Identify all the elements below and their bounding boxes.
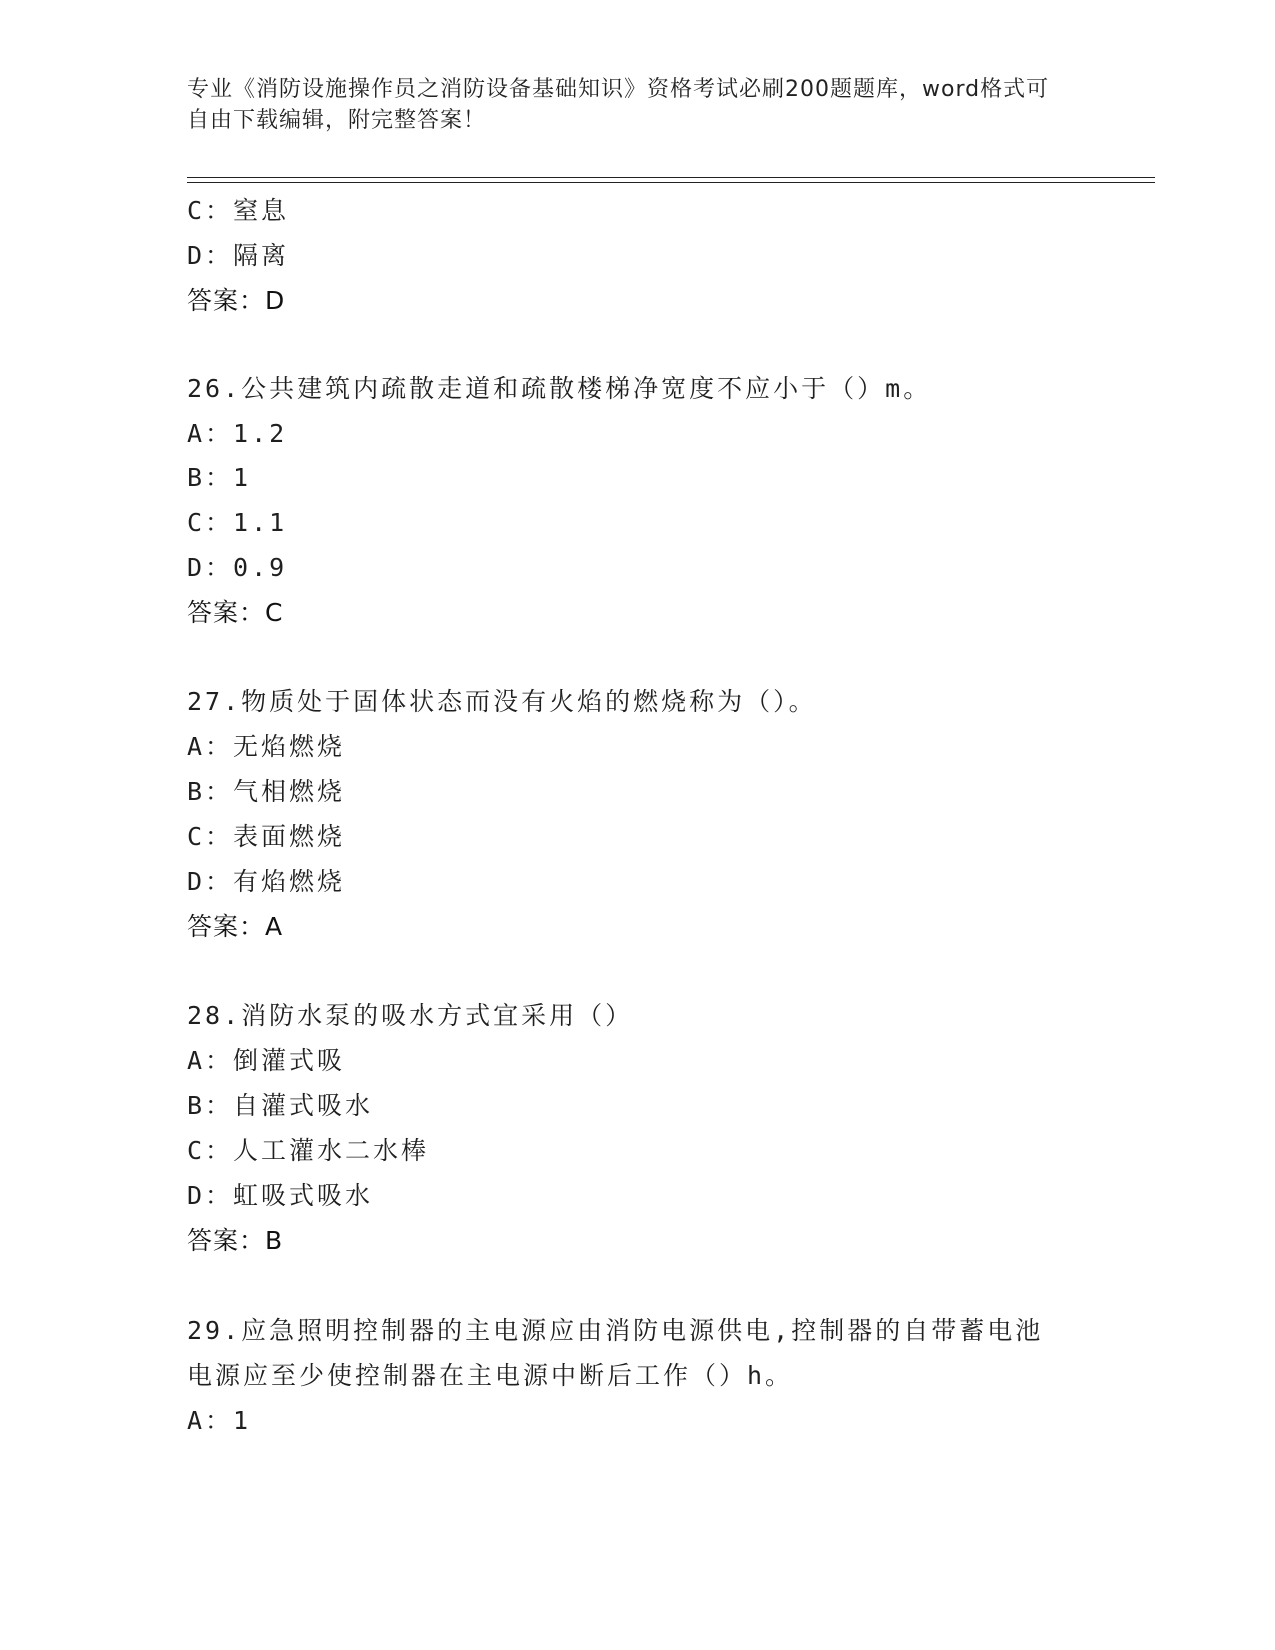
option-b: B：1 xyxy=(187,463,252,492)
question-stem-line-2: 电源应至少使控制器在主电源中断后工作（）h。 xyxy=(187,1361,794,1390)
option-c: C：1.1 xyxy=(187,508,288,537)
option-a: A：倒灌式吸 xyxy=(187,1046,346,1075)
option-c: C：人工灌水二水棒 xyxy=(187,1136,430,1165)
option-b: B：气相燃烧 xyxy=(187,777,346,806)
option-d: D：有焰燃烧 xyxy=(187,867,346,896)
header-divider-bottom xyxy=(187,182,1155,183)
option-a: A：1.2 xyxy=(187,419,288,448)
answer: 答案：A xyxy=(187,912,284,941)
option-d: D：隔离 xyxy=(187,241,290,270)
option-a: A：1 xyxy=(187,1406,252,1435)
option-c: C：窒息 xyxy=(187,196,290,225)
question-stem-line-1: 29.应急照明控制器的主电源应由消防电源供电,控制器的自带蓄电池 xyxy=(187,1316,1044,1345)
option-a: A：无焰燃烧 xyxy=(187,732,346,761)
header-divider-top xyxy=(187,177,1155,178)
question-stem: 27.物质处于固体状态而没有火焰的燃烧称为（）。 xyxy=(187,687,817,716)
answer: 答案：D xyxy=(187,286,286,315)
option-b: B：自灌式吸水 xyxy=(187,1091,374,1120)
answer: 答案：C xyxy=(187,598,284,627)
option-c: C：表面燃烧 xyxy=(187,822,346,851)
option-d: D：0.9 xyxy=(187,553,288,582)
answer: 答案：B xyxy=(187,1226,284,1255)
question-stem: 28.消防水泵的吸水方式宜采用（） xyxy=(187,1001,634,1030)
question-stem: 26.公共建筑内疏散走道和疏散楼梯净宽度不应小于（）m。 xyxy=(187,374,932,403)
document-title: 专业《消防设施操作员之消防设备基础知识》资格考试必刷200题题库，word格式可自由下载编辑，附完整答案！ xyxy=(187,77,1050,133)
option-d: D：虹吸式吸水 xyxy=(187,1181,374,1210)
